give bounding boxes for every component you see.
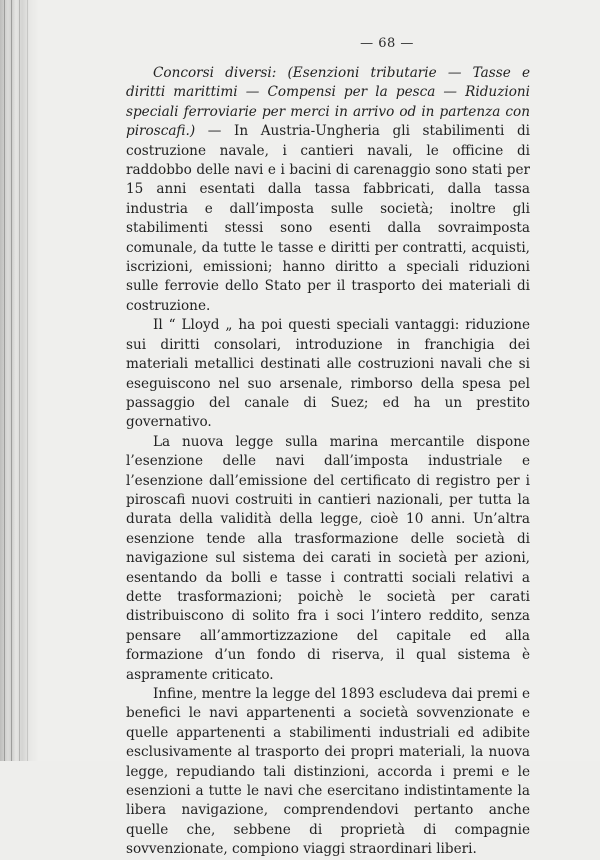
paragraph-2: Il “ Lloyd „ ha poi questi speciali vantaggi: riduzione sui diritti consolari, introduzione in franchigia dei materiali metallici destinati alle costruzioni navali che si eseguiscono nel suo arsenale, rimborso della spesa pel passaggio del canale di Suez; ed ha un prestito governativo. <box>126 317 530 431</box>
page-edge-line <box>4 0 5 761</box>
page-edge-line <box>11 0 12 761</box>
paragraph-1-text: — In Austria-Ungheria gli stabilimenti di costruzione navale, i cantieri navali, le officine di raddobbo delle navi e i bacini di carenaggio sono stati per 15 anni esentati dalla tassa fabbricati, dalla tassa industria e dall’imposta sulle società; inoltre gli stabilimenti stessi sono esenti dalla sovraimposta comunale, da tutte le tasse e diritti per contratti, acquisti, iscrizioni, emissioni; hanno diritto a speciali riduzioni sulle ferrovie dello Stato per il trasporto dei materiali di costruzione. <box>126 123 530 314</box>
paragraph-4: Infine, mentre la legge del 1893 escludeva dai premi e benefici le navi appartenenti a società sovvenzionate e quelle appartenenti a stabilimenti industriali ed adibite esclusivamente al trasporto dei propri materiali, la nuova legge, repudiando tali distinzioni, accorda i premi e le esenzioni a tutte le navi che esercitano indistintamente la libera navigazione, comprendendovi pertanto anche quelle che, sebbene di proprietà di compagnie sovvenzionate, compiono viaggi straordinari liberi. <box>126 686 530 858</box>
paragraph-3: La nuova legge sulla marina mercantile dispone l’esenzione delle navi dall’imposta industriale e l’esenzione dall’emissione del certificato di registro per i piroscafi nuovi costruiti in cantieri nazionali, per tutta la durata della validità della legge, cioè 10 anni. Un’altra esenzione tende alla trasformazione delle società di navigazione sul sistema dei carati in società per azioni, esentando da bolli e tasse i contratti sociali relativi a dette trasformazioni; poichè le società per carati distribuiscono di solito fra i soci l’intero reddito, senza pensare all’ammortizzazione del capitale ed alla formazione d’un fondo di riserva, il qual sistema è aspramente criticato. <box>126 433 530 683</box>
book-page-edges <box>0 0 38 761</box>
section-heading: Concorsi diversi: (Esenzioni tributarie — Tasse e diritti marittimi — Compensi per la pesca — Riduzioni speciali ferroviarie per merci in arrivo od in partenza con piroscafi.) <box>126 65 530 140</box>
page-edge-line <box>27 0 28 761</box>
page-number: — 68 — <box>360 36 414 51</box>
paragraph-1 <box>126 64 530 316</box>
page-body <box>126 64 530 860</box>
page-edge-line <box>19 0 20 761</box>
